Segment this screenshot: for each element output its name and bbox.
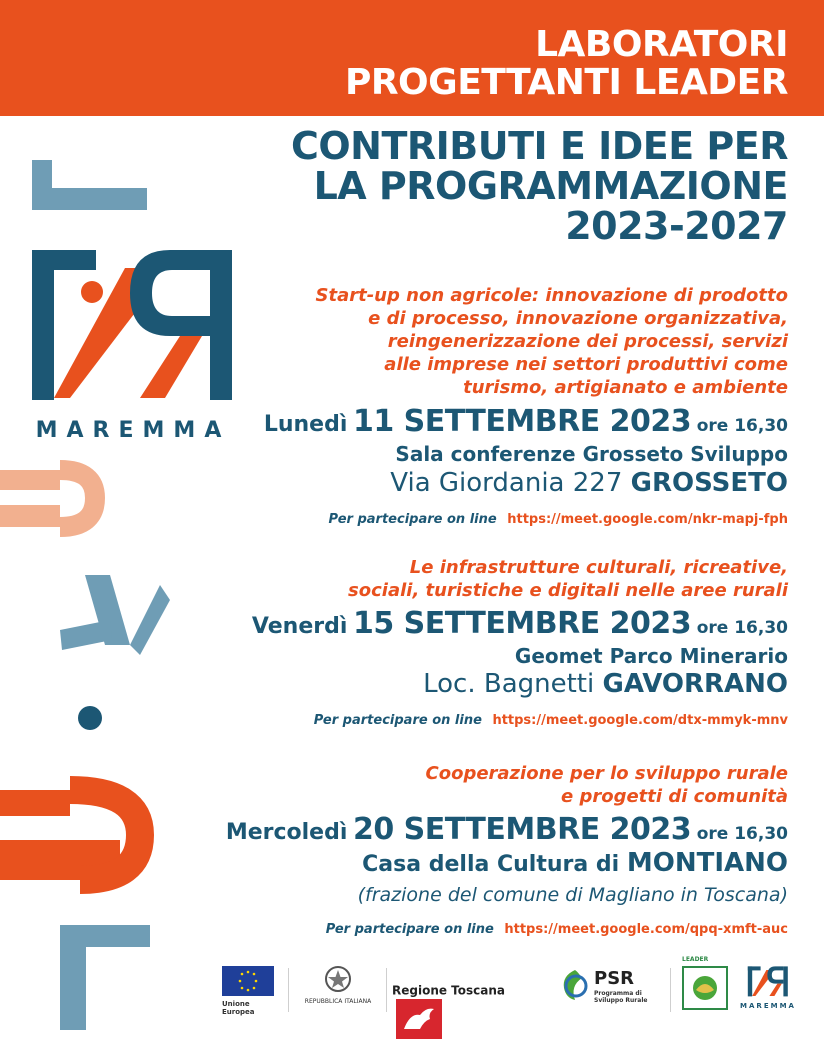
event-2-date: [188, 606, 788, 641]
headline: [188, 126, 788, 246]
event-2-address: [188, 669, 788, 699]
topic-line: sociali, turistiche e digitali nelle aree rurali: [348, 580, 788, 601]
eu-label: Unione Europea: [222, 1000, 255, 1016]
event-1-online: [168, 512, 788, 527]
psr-title: PSR: [594, 968, 635, 989]
event-2-online: [168, 713, 788, 728]
event-2-topic: [228, 556, 788, 602]
headline-line-3: 2023-2027: [565, 204, 788, 248]
far-small-label: MAREMMA: [740, 1002, 796, 1010]
event-day: Mercoledì: [225, 820, 348, 845]
event-2-venue: [188, 644, 788, 668]
topic-line: e di processo, innovazione organizzativa,: [368, 308, 788, 329]
venue-name: Geomet Parco Minerario: [514, 644, 788, 668]
event-1-venue: [188, 442, 788, 466]
event-time: ore 16,30: [696, 416, 788, 436]
far-small-logo: [740, 966, 796, 1010]
event-day: Venerdì: [251, 614, 348, 639]
event-time: ore 16,30: [696, 618, 788, 638]
topic-line: e progetti di comunità: [560, 786, 788, 807]
venue-city: MONTIANO: [626, 848, 788, 878]
region-label: Regione Toscana: [392, 983, 506, 998]
topic-line: Le infrastrutture culturali, ricreative,: [409, 557, 788, 578]
event-1-address: [188, 468, 788, 498]
eu-logo: [222, 966, 278, 1016]
online-link[interactable]: https://meet.google.com/qpq-xmft-auc: [504, 922, 788, 937]
event-time: ore 16,30: [696, 824, 788, 844]
leader-label: LEADER: [682, 956, 709, 963]
topic-line: turismo, artigianato e ambiente: [463, 377, 788, 398]
psr-logo: [560, 966, 664, 1010]
psr-subtitle: Programma di Sviluppo Rurale: [594, 990, 648, 1004]
far-logo-icon: [30, 248, 236, 408]
italy-logo: [296, 964, 380, 1005]
psr-leaf-icon: [560, 968, 590, 1002]
venue-name: Casa della Cultura di: [362, 852, 620, 877]
online-label: Per partecipare on line: [325, 922, 494, 937]
event-3-date: [188, 812, 788, 847]
venue-note: (frazione del comune di Magliano in Toscana): [357, 884, 788, 906]
event-day: Lunedì: [263, 412, 348, 437]
pegasus-icon: [396, 999, 442, 1039]
leader-logo: [682, 956, 730, 1010]
venue-name: Sala conferenze Grosseto Sviluppo: [395, 442, 788, 466]
topic-line: reingenerizzazione dei processi, servizi: [387, 331, 788, 352]
event-3-topic: [228, 762, 788, 808]
divider: [670, 968, 671, 1012]
online-label: Per partecipare on line: [313, 713, 482, 728]
far-small-icon: [747, 966, 789, 998]
far-logo-text: MAREMMA: [35, 418, 231, 443]
leader-emblem-icon: [682, 966, 728, 1010]
topic-line: alle imprese nei settori produttivi come: [384, 354, 788, 375]
venue-address: Loc. Bagnetti: [423, 669, 595, 699]
topic-line: Cooperazione per lo sviluppo rurale: [425, 763, 788, 784]
banner-line-2: PROGETTANTI LEADER: [344, 62, 788, 103]
headline-line-1: CONTRIBUTI E IDEE PER: [290, 124, 788, 168]
region-logo: [392, 980, 552, 1039]
divider: [386, 968, 387, 1012]
venue-city: GAVORRANO: [602, 669, 788, 699]
event-3-online: [168, 922, 788, 937]
venue-city: GROSSETO: [630, 468, 788, 498]
topic-line: Start-up non agricole: innovazione di prodotto: [315, 285, 788, 306]
italy-label: REPUBBLICA ITALIANA: [304, 998, 372, 1005]
event-3-venue: [188, 848, 788, 878]
divider: [288, 968, 289, 1012]
online-link[interactable]: https://meet.google.com/nkr-mapj-fph: [507, 512, 788, 527]
eu-flag-icon: [222, 966, 274, 996]
banner-title: [268, 26, 788, 102]
event-date: 20 SETTEMBRE 2023: [352, 812, 692, 847]
title-banner: [0, 0, 824, 116]
italy-emblem-icon: [323, 964, 353, 994]
online-label: Per partecipare on line: [328, 512, 497, 527]
headline-line-2: LA PROGRAMMAZIONE: [313, 164, 788, 208]
event-1-topic: [228, 284, 788, 399]
event-1-date: [188, 404, 788, 439]
venue-address: Via Giordania 227: [390, 468, 623, 498]
event-date: 15 SETTEMBRE 2023: [352, 606, 692, 641]
event-3-note: [188, 884, 788, 906]
event-date: 11 SETTEMBRE 2023: [352, 404, 692, 439]
banner-line-1: LABORATORI: [535, 24, 788, 65]
online-link[interactable]: https://meet.google.com/dtx-mmyk-mnv: [492, 713, 788, 728]
